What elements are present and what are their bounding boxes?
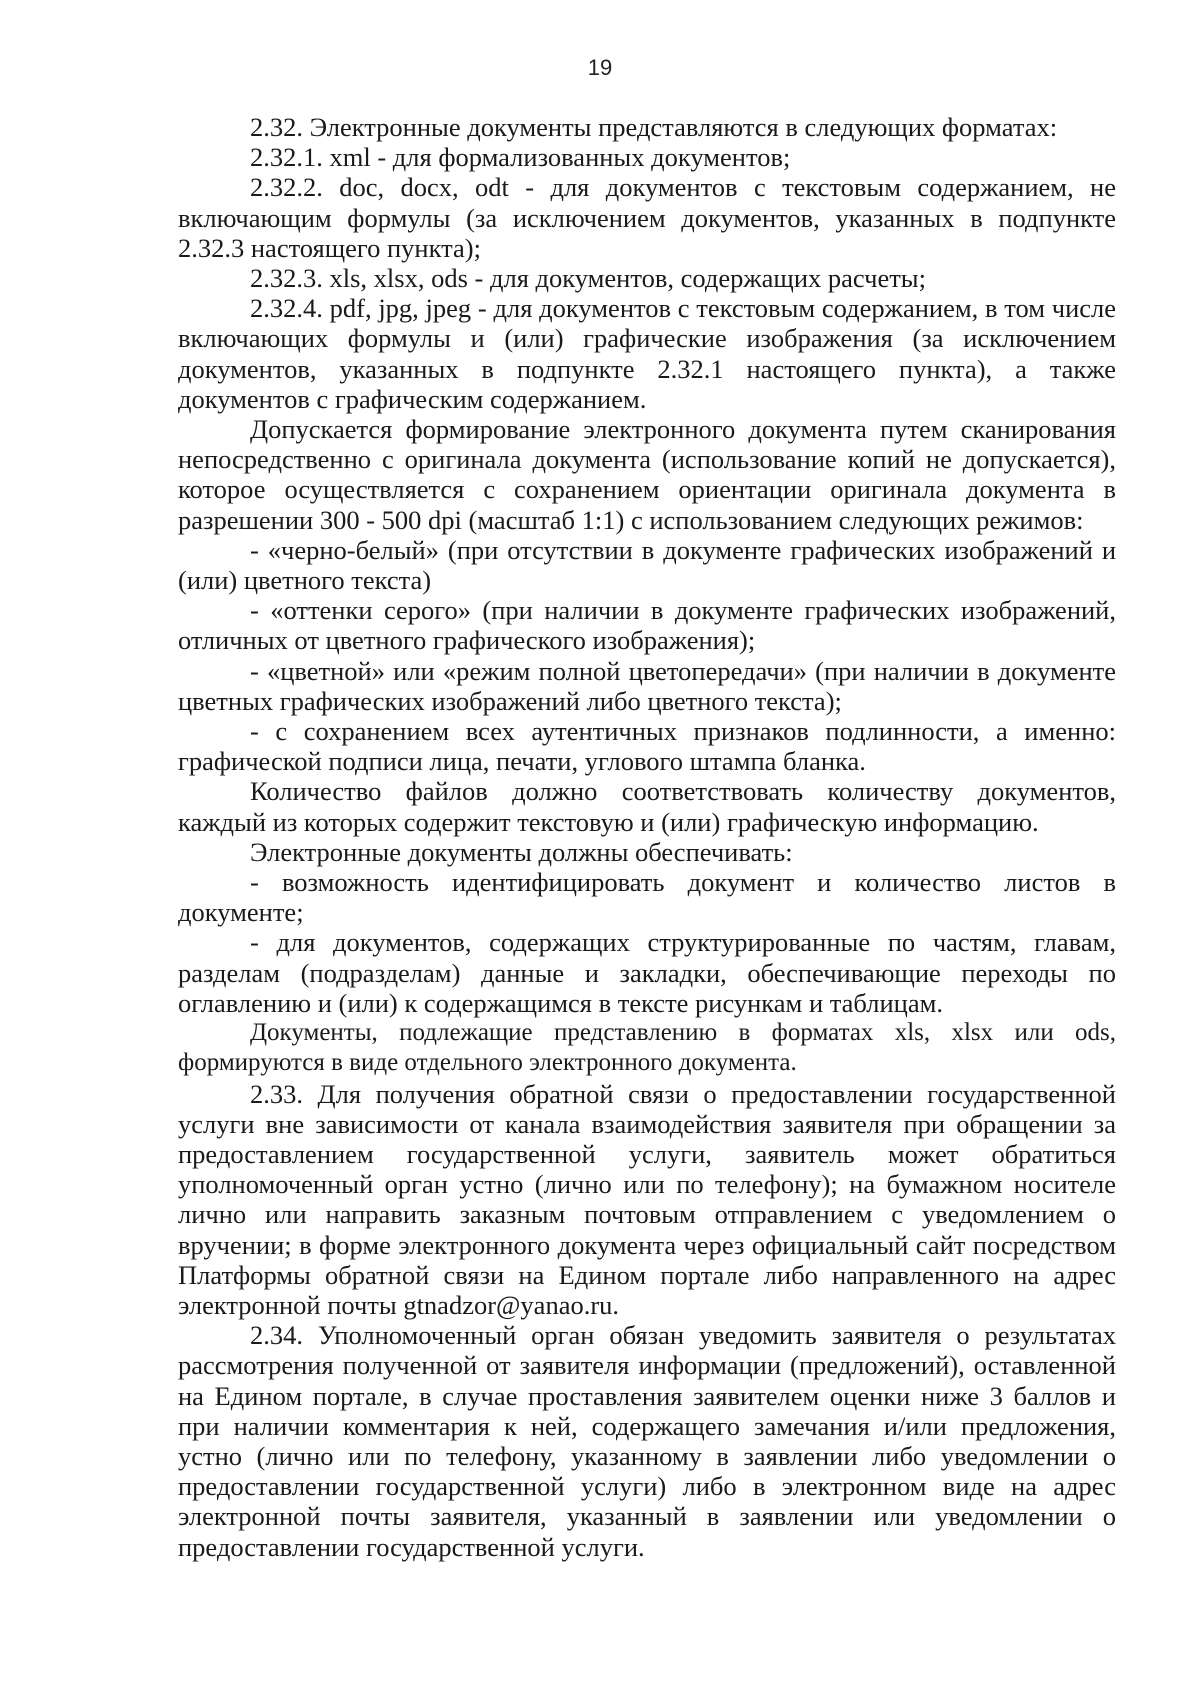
list-item-color: - «цветной» или «режим полной цветопередачи» (при наличии в документе цветных графических изображений либо цветного текста); bbox=[178, 655, 1116, 716]
paragraph-2-34: 2.34. Уполномоченный орган обязан уведомить заявителя о результатах рассмотрения полученной от заявителя информации (предложений), оставленной на Едином портале, в случае проставления заявителем оценки ниже 3 баллов и при наличии комментария к ней, содержащего замечания и/или предложения, устно (лично или по телефону, указанному в заявлении либо уведомлении о предоставлении государственной услуги) либо в электронном виде на адрес электронной почты заявителя, указанный в заявлении или уведомлении о предоставлении государственной услуги. bbox=[178, 1320, 1116, 1562]
paragraph-scanning: Допускается формирование электронного документа путем сканирования непосредственно с оригинала документа (использование копий не допускается), которое осуществляется с сохранением ориентации оригинала документа в разрешении 300 - 500 dpi (масштаб 1:1) с использованием следующих режимов: bbox=[178, 414, 1116, 535]
paragraph-requirements: Электронные документы должны обеспечивать: bbox=[250, 836, 793, 867]
paragraph-2-32-3: 2.32.3. xls, xlsx, ods - для документов, содержащих расчеты; bbox=[250, 263, 926, 294]
page-number: 19 bbox=[587, 55, 613, 80]
paragraph-2-32-4: 2.32.4. pdf, jpg, jpeg - для документов с текстовым содержанием, в том числе включающих формулы и (или) графические изображения (за исключением документов, указанных в подпункте 2.32.1 настоящего пункта), а также документов с графическим содержанием. bbox=[178, 293, 1116, 414]
paragraph-spreadsheets: Документы, подлежащие представлению в форматах xls, xlsx или ods, формируются в виде отдельного электронного документа. bbox=[178, 1019, 1116, 1077]
paragraph-2-33: 2.33. Для получения обратной связи о предоставлении государственной услуги вне зависимости от канала взаимодействия заявителя при обращении за предоставлением государственной услуги, заявитель может обратиться уполномоченный орган устно (лично или по телефону); на бумажном носителе лично или направить заказным почтовым отправлением с уведомлением о вручении; в форме электронного документа через официальный сайт посредством Платформы обратной связи на Едином портале либо направленного на адрес электронной почты gtnadzor@yanao.ru. bbox=[178, 1078, 1116, 1320]
list-item-authenticity: - с сохранением всех аутентичных признаков подлинности, а именно: графической подписи лица, печати, углового штампа бланка. bbox=[178, 716, 1116, 777]
paragraph-2-32-2: 2.32.2. doc, docx, odt - для документов с текстовым содержанием, не включающим формулы (за исключением документов, указанных в подпункте 2.32.3 настоящего пункта); bbox=[178, 172, 1116, 263]
list-item-black-white: - «черно-белый» (при отсутствии в документе графических изображений и (или) цветного текста) bbox=[178, 534, 1116, 596]
paragraph-file-count: Количество файлов должно соответствовать количеству документов, каждый из которых содержит текстовую и (или) графическую информацию. bbox=[178, 776, 1116, 837]
list-item-bookmarks: - для документов, содержащих структурированные по частям, главам, разделам (подразделам) данные и закладки, обеспечивающие переходы по оглавлению и (или) к содержащимся в тексте рисункам и таблицам. bbox=[178, 927, 1116, 1018]
list-item-identify: - возможность идентифицировать документ и количество листов в документе; bbox=[178, 867, 1116, 928]
paragraph-2-32-1: 2.32.1. xml - для формализованных документов; bbox=[250, 142, 791, 173]
paragraph-2-32: 2.32. Электронные документы представляются в следующих форматах: bbox=[250, 112, 1058, 142]
document-body bbox=[178, 112, 1116, 1562]
list-item-grayscale: - «оттенки серого» (при наличии в документе графических изображений, отличных от цветного графического изображения); bbox=[178, 595, 1116, 656]
